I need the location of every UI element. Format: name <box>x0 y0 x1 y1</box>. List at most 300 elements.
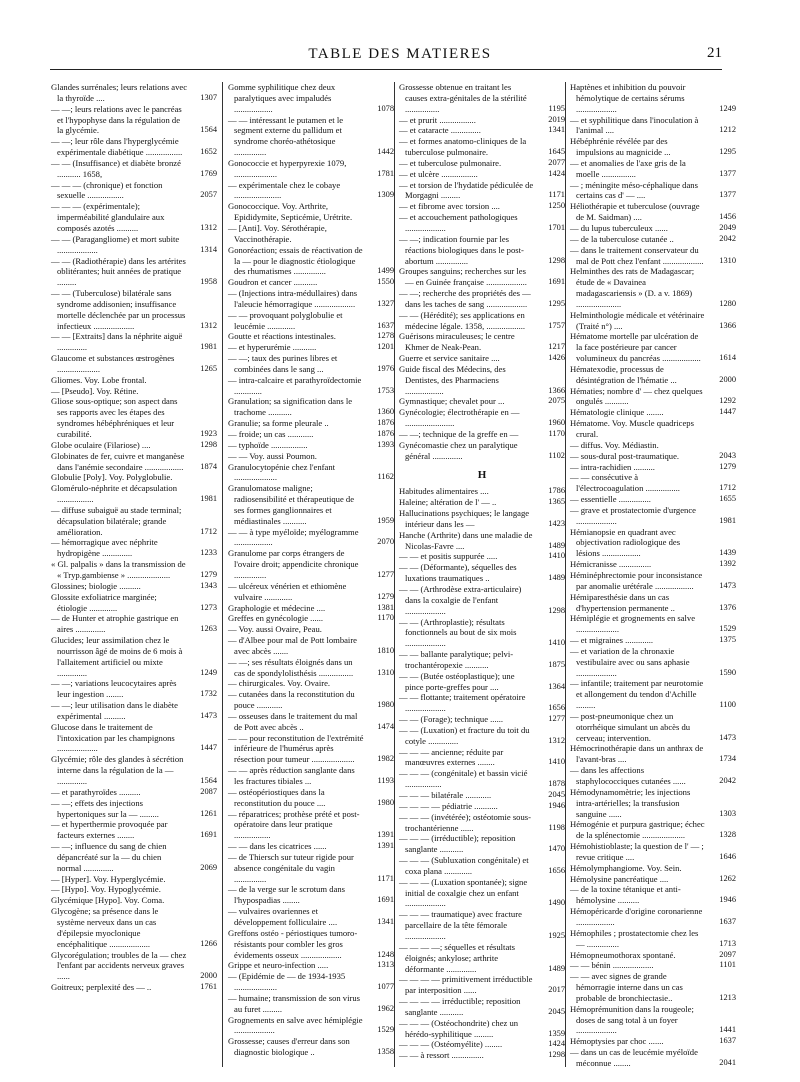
entry-text: Hanche (Arthrite) dans une maladie de Nicolas-Favre .... <box>399 529 533 551</box>
entry-page: 2097 <box>719 949 736 959</box>
entry-text: Groupes sanguins; recherches sur les — en Guinée française ................... <box>399 266 527 288</box>
index-entry <box>51 201 217 234</box>
index-entry <box>570 559 736 570</box>
entry-text: — — (Hérédité); ses applications en médecine légale. 1358, .................. <box>399 309 526 331</box>
index-entry <box>51 158 217 180</box>
entry-page: 1327 <box>377 298 394 308</box>
page-number: 21 <box>707 45 722 61</box>
entry-text: — —; leur rôle dans l'hyperglycémie expérimentale diabétique ................. <box>51 136 183 158</box>
entry-text: Hébéphrénie révélée par des impulsions au magnicide ... <box>570 136 671 158</box>
entry-text: — chirurgicales. Voy. Ovaire. <box>228 678 331 689</box>
entry-page: 1393 <box>377 439 394 449</box>
entry-text: — — — — irréductible; reposition sanglante ........... <box>399 996 521 1017</box>
entry-text: — — — (chronique) et fonction sexuelle ................. <box>51 179 163 201</box>
entry-page: 1655 <box>719 494 736 504</box>
entry-text: — de Thiersch sur tuteur rigide pour absence congénitale du vagin ............... <box>228 851 354 884</box>
index-entry <box>399 551 565 562</box>
entry-text: — sous-dural post-traumatique. <box>570 450 680 461</box>
entry-page: 1312 <box>548 735 565 745</box>
index-entry <box>399 649 565 671</box>
index-entry <box>399 942 565 975</box>
entry-page: 1314 <box>200 244 217 254</box>
index-entry <box>228 418 394 429</box>
index-entry <box>570 787 736 820</box>
entry-page: 1410 <box>548 551 565 561</box>
index-entry <box>51 581 217 592</box>
section-letter: H <box>477 468 487 481</box>
entry-page: 1959 <box>377 515 394 525</box>
entry-text: Grippe et neuro-infection ..... <box>228 960 329 971</box>
entry-text: — grave et prostatectomie d'urgence ................... <box>570 504 696 526</box>
index-entry <box>51 396 217 439</box>
index-entry <box>399 714 565 725</box>
entry-text: — — — — primitivement irréductible par interposition ...... <box>399 974 533 996</box>
entry-text: — [Hyper]. Voy. Hyperglycémie. <box>51 873 166 884</box>
entry-page: 1424 <box>548 1039 565 1049</box>
entry-page: 1691 <box>377 895 394 905</box>
index-entry <box>399 440 565 462</box>
entry-text: — — ballante paralytique; pelvi-trochantéropexie ........... <box>399 649 514 670</box>
entry-text: Hémogénie et purpura gastrique; échec de la splénectomie .................... <box>570 819 705 841</box>
entry-text: Glossite exfoliatrice marginée; étiologie ............. <box>51 591 157 613</box>
entry-text: Greffes en gynécologie ...... <box>228 613 324 624</box>
index-entry <box>570 613 736 635</box>
entry-text: — cutanées dans la reconstitution du pouce ............ <box>228 689 355 711</box>
index-entry <box>399 82 565 115</box>
entry-text: — — Voy. aussi Poumon. <box>228 450 317 461</box>
entry-page: 1489 <box>548 573 565 583</box>
entry-page: 2041 <box>719 1057 736 1067</box>
entry-text: Hallucinations psychiques; le langage intérieur dans les — <box>399 508 530 529</box>
entry-page: 2042 <box>719 776 736 785</box>
index-entry <box>228 288 394 310</box>
entry-page: 1391 <box>377 830 394 840</box>
entry-text: — — après réduction sanglante dans les fractures tibiales ... <box>228 765 355 786</box>
index-entry <box>228 158 394 180</box>
entry-text: — —; effets des injections hypertoniques sur la — ......... <box>51 797 159 819</box>
entry-text: — — (Tuberculose) bilatérale sans syndrome addisonien; insuffisance mortelle déclenchée par un processus infectieux ................... <box>51 288 186 331</box>
entry-page: 1213 <box>719 992 736 1002</box>
entry-text: Glomérulo-néphrite et décapsulation ................. <box>51 483 177 505</box>
entry-text: — — (Insuffisance) et diabète bronzé ........... 1658, <box>51 157 181 179</box>
entry-page: 1646 <box>719 851 736 861</box>
entry-page: 1375 <box>719 635 736 645</box>
entry-text: — Voy. aussi Ovaire, Peau. <box>228 624 322 635</box>
index-entry <box>570 592 736 614</box>
index-entry <box>399 429 565 440</box>
index-entry <box>570 158 736 180</box>
entry-text: Haptènes et inhibition du pouvoir hémolytique de certains sérums ................... <box>570 82 686 114</box>
entry-page: 1925 <box>548 930 565 940</box>
entry-page: 1874 <box>200 461 217 471</box>
entry-page: 1377 <box>719 190 736 200</box>
entry-text: Goudron et cancer ........... <box>228 277 318 288</box>
entry-page: 1781 <box>377 168 394 178</box>
entry-text: — ulcéreux vénérien et ethiomène vulvaire ............. <box>228 580 347 602</box>
entry-page: 1981 <box>719 515 736 525</box>
page-title: TABLE DES MATIERES <box>308 46 492 62</box>
index-entry <box>399 234 565 267</box>
index-entry <box>228 787 394 809</box>
entry-text: — — — bilatérale ............ <box>399 790 492 800</box>
index-entry <box>228 1036 394 1058</box>
entry-text: Gliomes. Voy. Lobe frontal. <box>51 374 147 385</box>
entry-text: — dans les affections staphylococciques cutanées ...... <box>570 765 686 786</box>
index-column-2 <box>228 82 394 1058</box>
entry-page: 1410 <box>548 757 565 767</box>
index-entry <box>570 310 736 332</box>
entry-text: — (Epidémie de — de 1934-1935 .................... <box>228 971 346 993</box>
index-entry <box>570 505 736 527</box>
entry-text: Hématome mortelle par ulcération de la face postérieure par cancer volumineux du pancréas .................. <box>570 331 701 364</box>
index-entry <box>570 527 736 560</box>
entry-text: Hémolymphangiome. Voy. Sein. <box>570 862 682 873</box>
entry-page: 1769 <box>200 168 217 178</box>
index-entry <box>51 635 217 678</box>
entry-text: Glycémie; rôle des glandes à sécrétion interne dans la régulation de la — .............. <box>51 754 184 786</box>
entry-text: — osseuses dans le traitement du mal de Pott avec abcès .. <box>228 710 358 732</box>
column-divider <box>394 82 395 1067</box>
entry-page: 1878 <box>548 779 565 789</box>
index-entry <box>51 722 217 755</box>
index-entry <box>228 342 394 353</box>
entry-page: 1248 <box>377 949 394 959</box>
entry-page: 1981 <box>200 342 217 352</box>
index-entry <box>399 497 565 508</box>
entry-page: 1312 <box>200 222 217 232</box>
entry-page: 1292 <box>719 396 736 406</box>
index-entry <box>228 82 394 115</box>
entry-text: « Gl. palpalis » dans la transmission de « Tryp.gambiense » .................... <box>51 559 186 580</box>
index-entry <box>228 852 394 885</box>
index-entry <box>570 245 736 267</box>
index-entry <box>399 266 565 288</box>
index-entry <box>228 678 394 689</box>
index-entry <box>570 115 736 137</box>
entry-text: — et parathyroïdes .......... <box>51 786 141 797</box>
index-entry <box>570 364 736 386</box>
index-entry <box>228 451 394 462</box>
entry-text: — et formes anatomo-cliniques de la tuberculose pulmonaire. <box>399 136 527 158</box>
entry-page: 1171 <box>548 190 565 200</box>
entry-page: 1810 <box>377 645 394 655</box>
entry-text: — de la toxine tétanique et anti-hémolysine .......... <box>570 884 681 906</box>
index-entry <box>228 201 394 223</box>
entry-text: Hémohistioblaste; la question de l' — ; revue critique .... <box>570 841 704 862</box>
index-entry <box>51 136 217 158</box>
index-entry <box>570 223 736 234</box>
index-entry <box>570 1047 736 1069</box>
index-entry <box>51 440 217 451</box>
entry-page: 2042 <box>719 233 736 243</box>
index-entry <box>51 386 217 397</box>
entry-page: 1298 <box>548 1050 565 1060</box>
index-entry <box>228 603 394 614</box>
index-entry <box>228 180 394 202</box>
index-entry <box>399 125 565 136</box>
entry-text: Glandes surrénales; leurs relations avec la thyroïde .... <box>51 82 188 103</box>
entry-text: — — (Paragangliome) et mort subite ................... <box>51 233 180 255</box>
entry-page: 1279 <box>719 461 736 471</box>
entry-text: — et prurit ................. <box>399 114 476 125</box>
entry-text: — — intéressant le putamen et le segment externe du pallidum et syndrome choréo-athétosique ............... <box>228 114 344 158</box>
entry-text: Greffons ostéo - périostiques tumoro-résistants pour combler les gros évidements osseux ................... <box>228 927 358 960</box>
column-divider <box>222 82 223 1067</box>
entry-page: 1279 <box>377 591 394 601</box>
entry-text: — —; taux des purines libres et combinées dans le sang ... <box>228 353 338 374</box>
index-entry <box>51 82 217 104</box>
entry-page: 1489 <box>548 963 565 973</box>
index-entry <box>51 787 217 798</box>
index-entry <box>51 505 217 538</box>
entry-page: 1278 <box>377 331 394 341</box>
entry-page: 1447 <box>200 743 217 753</box>
index-entry <box>228 396 394 418</box>
entry-page: 1691 <box>548 277 565 287</box>
index-entry <box>399 407 565 429</box>
entry-text: — (Injections intra-médullaires) dans l'aleucie hémorragique ................... <box>228 288 358 309</box>
entry-text: — — — (expérimentale); imperméabilité glandulaire aux composés azotés .......... <box>51 201 165 233</box>
entry-page: 1359 <box>548 1028 565 1038</box>
index-entry <box>570 234 736 245</box>
entry-page: 1376 <box>719 602 736 612</box>
entry-page: 1313 <box>377 960 394 970</box>
entry-text: — — (Butée ostéoplastique); une pince porte-greffes pour .... <box>399 670 515 692</box>
entry-text: — du lupus tuberculeux ...... <box>570 222 668 233</box>
entry-text: Hémopéricarde d'origine coronarienne .................. <box>570 906 703 927</box>
entry-text: — intra-rachidien .......... <box>570 461 655 472</box>
index-entry <box>228 483 394 526</box>
entry-page: 1277 <box>548 714 565 724</box>
entry-text: — — pour reconstitution de l'extrémité inférieure de l'humérus après résection pour tumeur .................... <box>228 732 364 765</box>
entry-text: Gonoréaction; essais de réactivation de la — pour le diagnostic étiologique des rhumatismes ............... <box>228 244 363 277</box>
entry-page: 1652 <box>200 147 217 157</box>
entry-text: — et syphilitique dans l'inoculation à l'animal .... <box>570 114 699 136</box>
index-entry <box>570 440 736 451</box>
entry-text: — — — (congénitale) et bassin vicié ................. <box>399 768 528 790</box>
entry-page: 1753 <box>377 385 394 395</box>
entry-page: 1364 <box>548 681 565 691</box>
entry-text: — — — traumatique) avec fracture parcellaire de la tête fémorale ................... <box>399 909 522 941</box>
entry-page: 1490 <box>548 898 565 908</box>
entry-text: — — dans les cicatrices ...... <box>228 841 327 852</box>
entry-text: Hémopneumothorax spontané. <box>570 949 676 960</box>
entry-page: 1263 <box>200 624 217 634</box>
entry-page: 1637 <box>719 916 736 926</box>
index-entry <box>228 440 394 451</box>
entry-page: 1590 <box>719 667 736 677</box>
entry-text: — et anomalies de l'axe gris de la moelle ................ <box>570 157 686 179</box>
entry-text: Granulie; sa forme pleurale .. <box>228 418 329 429</box>
index-entry <box>399 530 565 552</box>
index-entry <box>51 613 217 635</box>
index-entry <box>51 895 217 906</box>
entry-page: 1473 <box>719 580 736 590</box>
entry-page: 1426 <box>548 353 565 363</box>
entry-page: 1162 <box>377 472 394 482</box>
entry-page: 2069 <box>200 862 217 872</box>
entry-page: 1266 <box>200 938 217 948</box>
entry-text: Hémocrinothérapie dans un anthrax de l'avant-bras .... <box>570 743 704 765</box>
entry-page: 1701 <box>548 222 565 232</box>
entry-text: Hémicranisse ............... <box>570 559 652 570</box>
index-entry <box>399 833 565 855</box>
entry-page: 1265 <box>200 363 217 373</box>
entry-text: — de la tuberculose cutanée .. <box>570 233 674 244</box>
index-entry <box>228 548 394 581</box>
entry-text: Glucose dans le traitement de l'intoxication par les champignons ................... <box>51 721 175 754</box>
entry-text: — — (Radiothérapie) dans les artérites oblitérantes; huit années de pratique ......... <box>51 255 186 288</box>
entry-text: — et variation de la chronaxie vestibulaire avec ou sans aphasie ................... <box>570 645 690 678</box>
index-entry <box>399 801 565 812</box>
index-entry <box>51 559 217 581</box>
entry-page: 1195 <box>548 103 565 113</box>
index-entry <box>51 375 217 386</box>
index-entry <box>570 765 736 787</box>
entry-text: — ostéopériostiques dans la reconstitution du pouce .... <box>228 786 326 808</box>
entry-page: 1470 <box>548 844 565 854</box>
index-entry <box>228 1015 394 1037</box>
entry-text: — —; variations leucocytaires après leur ingestion ........ <box>51 678 177 700</box>
entry-page: 1712 <box>200 526 217 536</box>
entry-text: Guerre et service sanitaire .... <box>399 353 500 364</box>
entry-text: Héminéphrectomie pour inconsistance par anomalie urétérale .................. <box>570 569 703 591</box>
entry-text: — — — —; séquelles et résultats éloignés; ankylose; arthrite déformante .............. <box>399 941 515 974</box>
index-entry <box>228 711 394 733</box>
entry-text: — dans le traitement conservateur du mal de Pott chez l'enfant ................... <box>570 244 704 266</box>
entry-text: — froide; un cas ............ <box>228 429 314 439</box>
index-entry <box>399 136 565 158</box>
entry-page: 1981 <box>200 494 217 504</box>
entry-text: Habitudes alimentaires .... <box>399 486 489 497</box>
entry-text: — — — (Luxation spontanée); signe initial de coxalgie chez un enfant ................... <box>399 876 528 909</box>
index-entry <box>399 747 565 769</box>
entry-text: — et fibrome avec torsion .... <box>399 201 500 212</box>
entry-text: — et cataracte .............. <box>399 125 481 136</box>
index-entry <box>399 180 565 202</box>
entry-page: 1875 <box>548 659 565 669</box>
entry-text: — [Anti]. Voy. Sérothérapie, Vaccinothérapie. <box>228 222 327 244</box>
entry-page: 1946 <box>719 895 736 905</box>
entry-page: 1489 <box>548 540 565 550</box>
entry-page: 1441 <box>719 1025 736 1035</box>
index-entry <box>228 331 394 342</box>
entry-text: Gynécomastie chez un paralytique général .............. <box>399 439 518 461</box>
entry-page: 1310 <box>377 667 394 677</box>
entry-page: 1656 <box>548 865 565 875</box>
entry-page: 1341 <box>548 125 565 135</box>
entry-page: 1447 <box>719 407 736 417</box>
index-entry <box>570 928 736 950</box>
entry-page: 1279 <box>200 569 217 579</box>
entry-page: 1303 <box>719 808 736 818</box>
entry-page: 1757 <box>548 320 565 330</box>
entry-text: — dans un cas de leucémie myéloïde méconnue ........ <box>570 1047 698 1068</box>
index-entry <box>399 508 565 530</box>
entry-page: 1529 <box>719 624 736 634</box>
entry-text: — — à type myéloïde; myélogramme .................. <box>228 526 359 548</box>
entry-text: Hématologie clinique ........ <box>570 407 664 418</box>
entry-text: — — — (Ostéochondrite) chez un hérédo-syphilitique ......... <box>399 1017 519 1039</box>
entry-page: 2019 <box>548 114 565 124</box>
index-entry <box>570 678 736 711</box>
entry-text: — vulvaires ovariennes et développement folliculaire .... <box>228 906 338 927</box>
index-entry <box>228 993 394 1015</box>
index-entry <box>51 874 217 885</box>
entry-text: — de Hunter et atrophie gastrique en aires .............. <box>51 613 179 635</box>
index-entry <box>570 819 736 841</box>
index-entry <box>399 331 565 353</box>
entry-text: Granulome par corps étrangers de l'ovaire droit; appendicite chronique ............... <box>228 548 359 580</box>
entry-text: Hémoprémunition dans la rougeole; doses de sang total à un foyer ................... <box>570 1003 694 1036</box>
index-entry <box>399 158 565 169</box>
entry-page: 1410 <box>548 638 565 648</box>
entry-text: — —; leurs relations avec le pancréas et l'hypophyse dans la régulation de la glycémie. <box>51 103 182 136</box>
entry-page: 1424 <box>548 168 565 178</box>
index-entry <box>51 819 217 841</box>
entry-page: 1645 <box>548 147 565 157</box>
index-entry <box>399 562 565 584</box>
entry-page: 1343 <box>200 580 217 590</box>
entry-page: 1982 <box>377 754 394 764</box>
index-entry <box>51 906 217 949</box>
index-entry <box>570 841 736 863</box>
entry-page: 1100 <box>719 700 736 710</box>
entry-text: — — (Forage); technique ...... <box>399 714 504 725</box>
entry-text: — — à ressort ............... <box>399 1050 484 1061</box>
index-entry <box>51 592 217 614</box>
entry-page: 1691 <box>200 830 217 840</box>
index-entry <box>228 310 394 332</box>
entry-page: 1439 <box>719 548 736 558</box>
entry-text: — diffuse subaiguë au stade terminal; décapsulation bilatérale; grande amélioration. <box>51 504 182 537</box>
entry-text: — [Pseudo]. Voy. Rétine. <box>51 385 139 396</box>
index-entry <box>399 310 565 332</box>
index-entry <box>228 635 394 657</box>
entry-page: 1249 <box>200 667 217 677</box>
index-entry <box>51 950 217 983</box>
index-entry <box>51 104 217 137</box>
entry-text: — — (Déformante), séquelles des luxations traumatiques .. <box>399 562 517 584</box>
index-entry <box>51 884 217 895</box>
entry-text: Hémolysine pancréatique .... <box>570 873 669 884</box>
entry-page: 1614 <box>719 353 736 363</box>
index-entry <box>51 353 217 375</box>
entry-text: — — (Arthrodèse extra-articulaire) dans la coxalgie de l'enfant ................... <box>399 583 522 616</box>
index-entry <box>228 581 394 603</box>
entry-text: — — — ancienne; réduite par manœuvres externes ........ <box>399 746 504 768</box>
entry-text: — ; méningite méso-céphalique dans certains cas d' — .... <box>570 179 698 201</box>
entry-text: Glaucome et substances œstrogènes .................... <box>51 353 175 374</box>
entry-page: 1637 <box>377 320 394 330</box>
page-header <box>0 40 800 70</box>
index-entry <box>228 928 394 961</box>
entry-text: Graphologie et médecine .... <box>228 602 326 613</box>
entry-text: — et accouchement pathologiques ................... <box>399 212 518 233</box>
index-entry <box>399 909 565 942</box>
entry-text: — — flottante; traitement opératoire ................... <box>399 692 526 714</box>
entry-page: 2075 <box>548 396 565 406</box>
entry-text: Glycorégulation; troubles de la — chez l'enfant par accidents nerveux graves ...... <box>51 949 187 982</box>
index-entry <box>228 245 394 278</box>
entry-text: Héliothérapie et tuberculose (ouvrage de M. Saidman) .... <box>570 201 700 223</box>
entry-page: 1365 <box>548 497 565 507</box>
entry-text: — [Hypo]. Voy. Hypoglycémie. <box>51 884 161 895</box>
entry-page: 2045 <box>548 1006 565 1016</box>
index-entry <box>51 180 217 202</box>
index-entry <box>570 743 736 765</box>
index-column-3 <box>399 82 565 1061</box>
